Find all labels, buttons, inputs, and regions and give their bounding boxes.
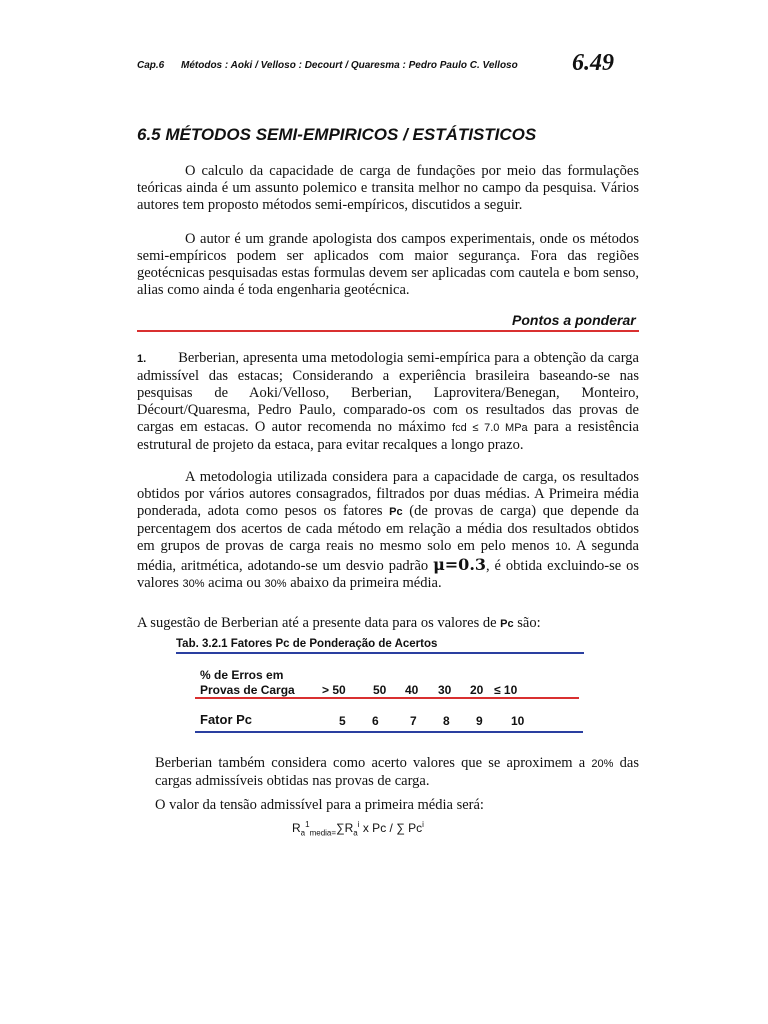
table-bottom-rule [195,731,583,733]
note-pct: 20% [591,758,614,770]
formula-sum1: ∑R [336,821,354,835]
factor-value: 9 [476,714,483,728]
suggestion-line [137,615,639,633]
method-t4: , é obtida excluindo-se os valores [137,558,639,591]
error-value: 20 [470,683,484,697]
intro-p1-text: O calculo da capacidade de carga de fundações por meio das formulações teóricas ainda é um assunto polemico e transita melhor no campo da pesquisa. Vários autores tem proposto métodos semi-empíricos, discutidos a seguir. [137,163,639,213]
header-methods: Métodos : Aoki / Velloso : Decourt / Quaresma : Pedro Paulo C. Velloso [181,60,518,71]
item1-text-b: para a resistência estrutural de projeto da estaca, para evitar recalques a longo prazo. [137,419,639,453]
item1-fcd: fcd ≤ 7.0 MPa [452,422,528,434]
method-t6: abaixo da primeira média. [286,575,442,591]
factor-value: 6 [372,714,379,728]
suggestion-t1: A sugestão de Berberian até a presente data para os valores de [137,615,501,631]
factor-value: 7 [410,714,417,728]
item1-number: 1. [137,353,147,365]
formula-sup1: 1 [305,820,310,829]
error-value: 30 [438,683,452,697]
method-ten: 10 [555,541,568,553]
formula-sup2: i [357,820,360,829]
errors-row-label-2: Provas de Carga [200,683,295,697]
table-caption: Tab. 3.2.1 Fatores Pc de Ponderação de Acertos [176,638,438,650]
intro-paragraph-2 [137,231,639,299]
item1-text-a: Berberian, apresenta uma metodologia semi-empírica para a obtenção da carga admissível das estacas; Considerando a experiência brasileira baseando-se nas pesquisas de Aoki/Velloso, Berberian, Laprovitera/Benegan, Monteiro, Décourt/Quaresma, Pedro Paulo, comparado-os com os resultados das provas de cargas em estacas. O autor recomenda no máximo [137,350,639,435]
callout-rule [137,330,639,332]
method-t1: A metodologia utilizada considera para a capacidade de carga, os resultados obtidos por vários autores consagrados, filtrados por duas médias. A Primeira média ponderada, adota como pesos os fatores [137,469,639,519]
method-t3: . A segunda média, aritmética, adotando-se um desvio padrão [137,538,639,574]
method-pc: Pc [389,506,403,518]
method-mu: μ=0.3 [433,555,487,574]
suggestion-t2: são: [513,615,541,631]
header-chapter: Cap.6 [137,60,165,71]
note-paragraph [155,755,639,790]
table-top-rule [176,652,584,654]
item1-paragraph [137,350,639,454]
method-p30b: 30% [264,578,287,590]
section-title: 6.5 MÉTODOS SEMI-EMPIRICOS / ESTÁTISTICOS [137,125,537,144]
intro-paragraph-1 [137,163,639,214]
error-value: ≤ 10 [494,683,518,697]
errors-row-label-1: % de Erros em [200,668,284,682]
factor-value: 8 [443,714,450,728]
method-t2: (de provas de carga) que depende da percentagem dos acertos de cada método em relação a média dos resultados obtidos em grupos de provas de carga reais no mesmo solo em pelo menos [137,503,639,554]
formula [292,820,424,837]
suggestion-pc: Pc [500,618,514,630]
formula-mid: x Pc / ∑ Pc [359,821,423,835]
formula-sup3: i [422,820,424,829]
callout-heading: Pontos a ponderar [512,312,636,328]
factor-row-label: Fator Pc [200,712,253,727]
note-t1: Berberian também considera como acerto valores que se aproximem a [155,755,592,771]
page-number: 6.49 [572,50,614,76]
intro-p2-text: O autor é um grande apologista dos campos experimentais, onde os métodos semi-empíricos podem ser aplicados com maior segurança. Fora das regiões geotécnicas pesquisadas estas formulas devem ser aplicadas com cautela e bom senso, alias como ainda é toda engenharia geotécnica. [137,231,639,298]
error-value: 50 [373,683,387,697]
error-value: > 50 [322,683,346,697]
error-value: 40 [405,683,419,697]
formula-sub-media: media= [309,828,337,838]
formula-sub2: a [353,828,358,838]
tension-intro-text: O valor da tensão admissível para a primeira média será: [155,797,484,813]
table-middle-rule [195,697,579,699]
factor-value: 10 [511,714,525,728]
formula-r1: R [292,821,301,835]
tension-intro [155,797,639,814]
note-t2: das cargas admissíveis obtidas nas provas de carga. [155,755,639,789]
formula-sub1: a [300,828,306,838]
factor-value: 5 [339,714,346,728]
method-t5: acima ou [204,575,265,591]
method-paragraph [137,469,639,593]
method-p30a: 30% [182,578,205,590]
